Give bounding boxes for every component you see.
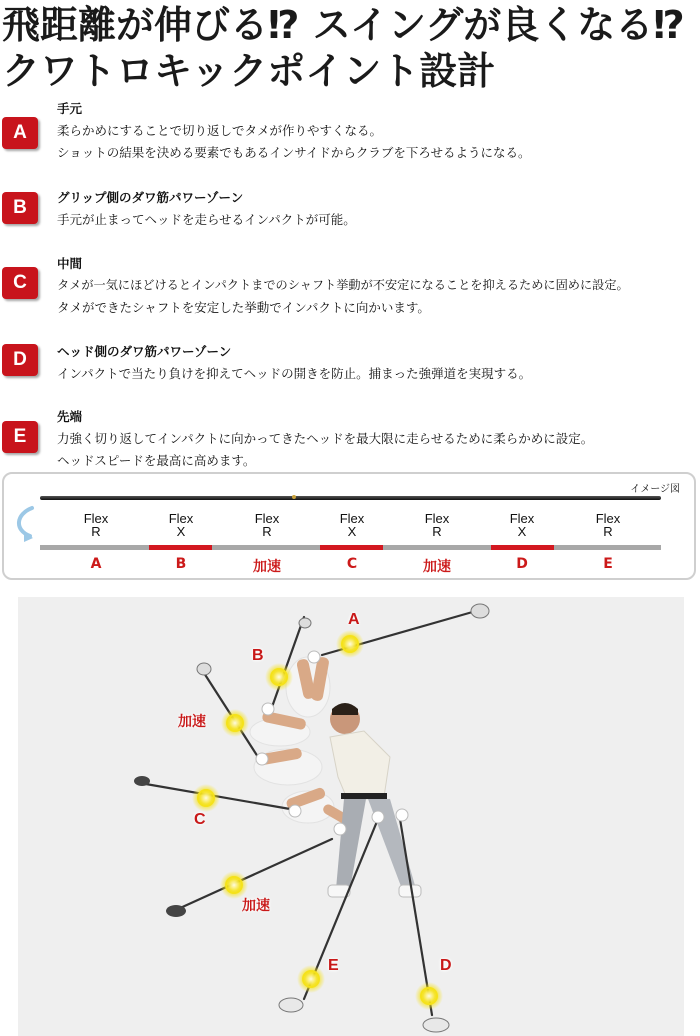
zone-label-6: D [516,556,528,572]
flex-label-6: Flex X [509,511,535,539]
point-b-title: グリップ側のダワ筋パワーゾーン [57,190,244,205]
zone-label-7: E [603,556,613,572]
image-note: イメージ図 [630,484,680,495]
flex-label-7: Flex R [595,511,621,539]
headline-line-1: 飛距離が伸びる⁉ スイングが良くなる⁉ [2,3,685,47]
photo-label-accel-lower: 加速 [242,898,270,914]
point-e-title: 先端 [57,409,83,424]
point-b-line-1: 手元が止まってヘッドを走らせるインパクトが可能。 [57,212,356,227]
zone-label-2: B [175,556,187,572]
point-d-title: ヘッド側のダワ筋パワーゾーン [57,344,232,359]
photo-label-a: A [348,611,360,628]
point-a-line-2: ショットの結果を決める要素でもあるインサイドからクラブを下ろせるようになる。 [57,145,531,160]
flex-curve-arrow-icon [12,504,40,544]
badge-d: D [2,344,38,376]
point-e-line-2: ヘッドスピードを最高に高めます。 [57,453,256,468]
photo-label-e: E [328,957,339,974]
point-c-title: 中間 [57,256,83,271]
zone-label-4: C [346,556,358,572]
badge-b: B [2,192,38,224]
golfer-swing-illustration [18,597,684,1036]
point-c-line-2: タメができたシャフトを安定した挙動でインパクトに向かいます。 [57,300,430,315]
point-d-line-1: インパクトで当たり負けを抑えてヘッドの開きを防止。捕まった強弾道を実現する。 [57,366,532,381]
point-a-line-1: 柔らかめにすることで切り返しでタメが作りやすくなる。 [57,123,383,138]
shaft-diagram [2,472,696,580]
flex-label-3: Flex R [254,511,280,539]
stiff-segment-b [149,545,212,550]
flex-label-5: Flex R [424,511,450,539]
zone-label-1: A [90,556,102,572]
stiff-segment-c [320,545,383,550]
photo-label-d: D [440,957,452,974]
flex-label-4: Flex X [339,511,365,539]
shaft-illustration [40,496,661,500]
point-c-line-1: タメが一気にほどけるとインパクトまでのシャフト挙動が不安定になることを抑えるために固めに設定。 [57,278,629,292]
point-e-line-1: 力強く切り返してインパクトに向かってきたヘッドを最大限に走らせるために柔らかめに設定。 [57,431,594,446]
stiff-segment-d [491,545,554,550]
flex-label-2: Flex X [168,511,194,539]
flex-label-1: Flex R [83,511,109,539]
badge-c: C [2,267,38,299]
point-a-title: 手元 [57,101,83,116]
headline-line-2: クワトロキックポイント設計 [2,49,496,93]
swing-sequence-photo [18,597,684,1036]
zone-label-5: 加速 [423,559,451,575]
photo-label-accel-upper: 加速 [178,714,206,730]
badge-e: E [2,421,38,453]
photo-label-c: C [194,811,206,828]
badge-a: A [2,117,38,149]
shaft-logo-mark [292,495,296,499]
photo-label-b: B [252,647,264,664]
zone-label-3: 加速 [253,559,281,575]
